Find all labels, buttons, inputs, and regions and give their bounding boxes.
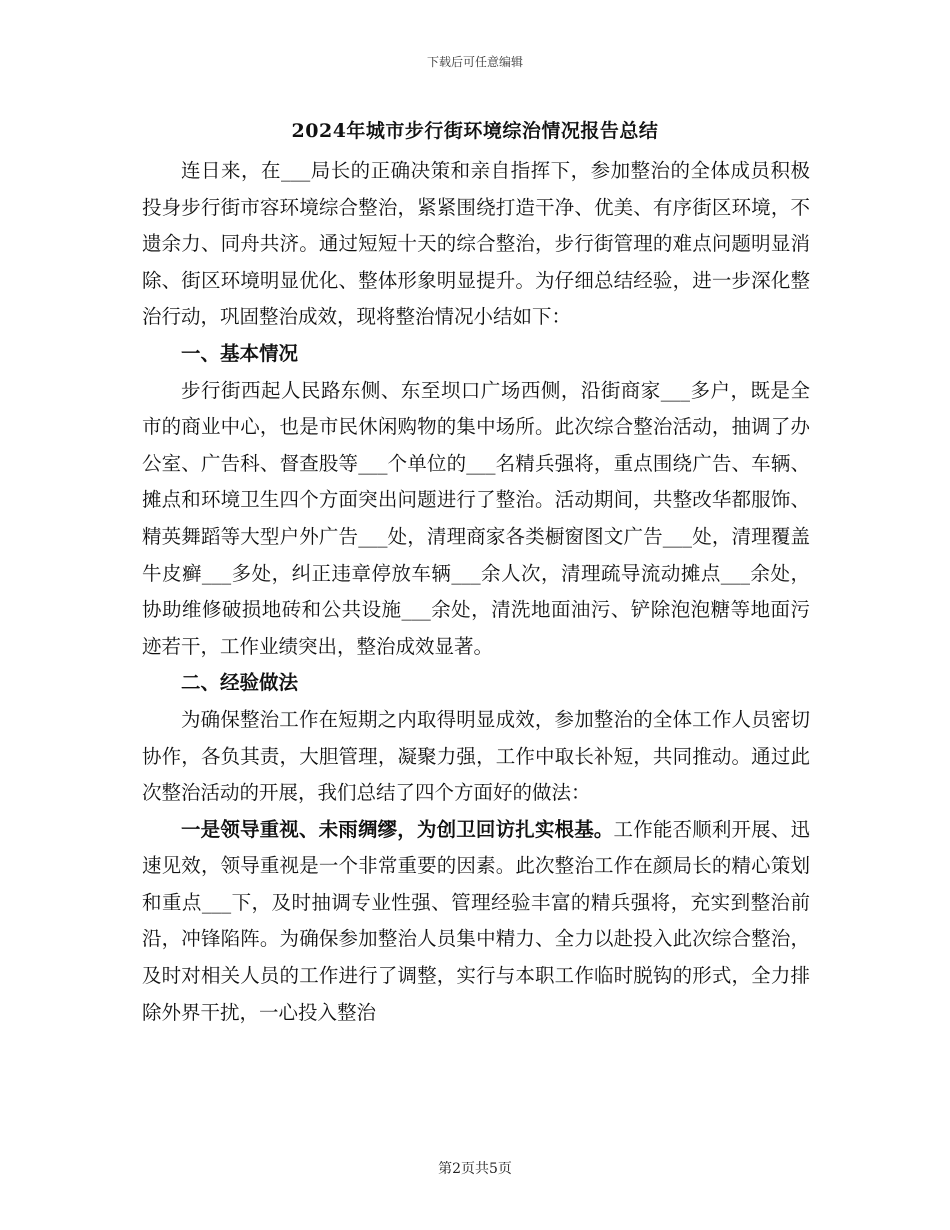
point-one-lead: 一是领导重视、未雨绸缪，为创卫回访扎实根基。 [181,817,614,841]
page-header-note: 下载后可任意编辑 [426,55,523,69]
point-one-paragraph [142,812,810,1032]
page-footer: 第2页共5页 [438,1161,512,1177]
section-heading-basic-situation: 一、基本情况 [181,341,299,365]
section-heading-experience: 二、经验做法 [181,671,299,695]
document-body [142,153,810,1031]
experience-paragraph: 为确保整治工作在短期之内取得明显成效，参加整治的全体工作人员密切协作，各负其责，大胆管理，凝聚力强，工作中取长补短，共同推动。通过此次整治活动的开展，我们总结了四个方面好的做法： [142,707,810,805]
document-title: 2024年城市步行街环境综治情况报告总结 [291,120,659,142]
point-one-body: 工作能否顺利开展、迅速见效，领导重视是一个非常重要的因素。此次整治工作在颜局长的精心策划和重点___下，及时抽调专业性强、管理经验丰富的精兵强将，充实到整治前沿，冲锋陷阵。为确保参加整治人员集中精力、全力以赴投入此次综合整治，及时对相关人员的工作进行了调整，实行与本职工作临时脱钩的形式，全力排除外界干扰，一心投入整治 [142,817,810,1024]
intro-paragraph: 连日来，在___局长的正确决策和亲自指挥下，参加整治的全体成员积极投身步行街市容环境综合整治，紧紧围绕打造干净、优美、有序街区环境，不遗余力、同舟共济。通过短短十天的综合整治，步行街管理的难点问题明显消除、街区环境明显优化、整体形象明显提升。为仔细总结经验，进一步深化整治行动，巩固整治成效，现将整治情况小结如下： [142,159,810,329]
basic-situation-paragraph: 步行街西起人民路东侧、东至坝口广场西侧，沿街商家___多户，既是全市的商业中心，也是市民休闲购物的集中场所。此次综合整治活动，抽调了办公室、广告科、督查股等___个单位的___名精兵强将，重点围绕广告、车辆、摊点和环境卫生四个方面突出问题进行了整治。活动期间，共整改华都服饰、精英舞蹈等大型户外广告___处，清理商家各类橱窗图文广告___处，清理覆盖牛皮癣___多处，纠正违章停放车辆___余人次，清理疏导流动摊点___余处，协助维修破损地砖和公共设施___余处，清洗地面油污、铲除泡泡糖等地面污迹若干，工作业绩突出，整治成效显著。 [142,378,810,658]
